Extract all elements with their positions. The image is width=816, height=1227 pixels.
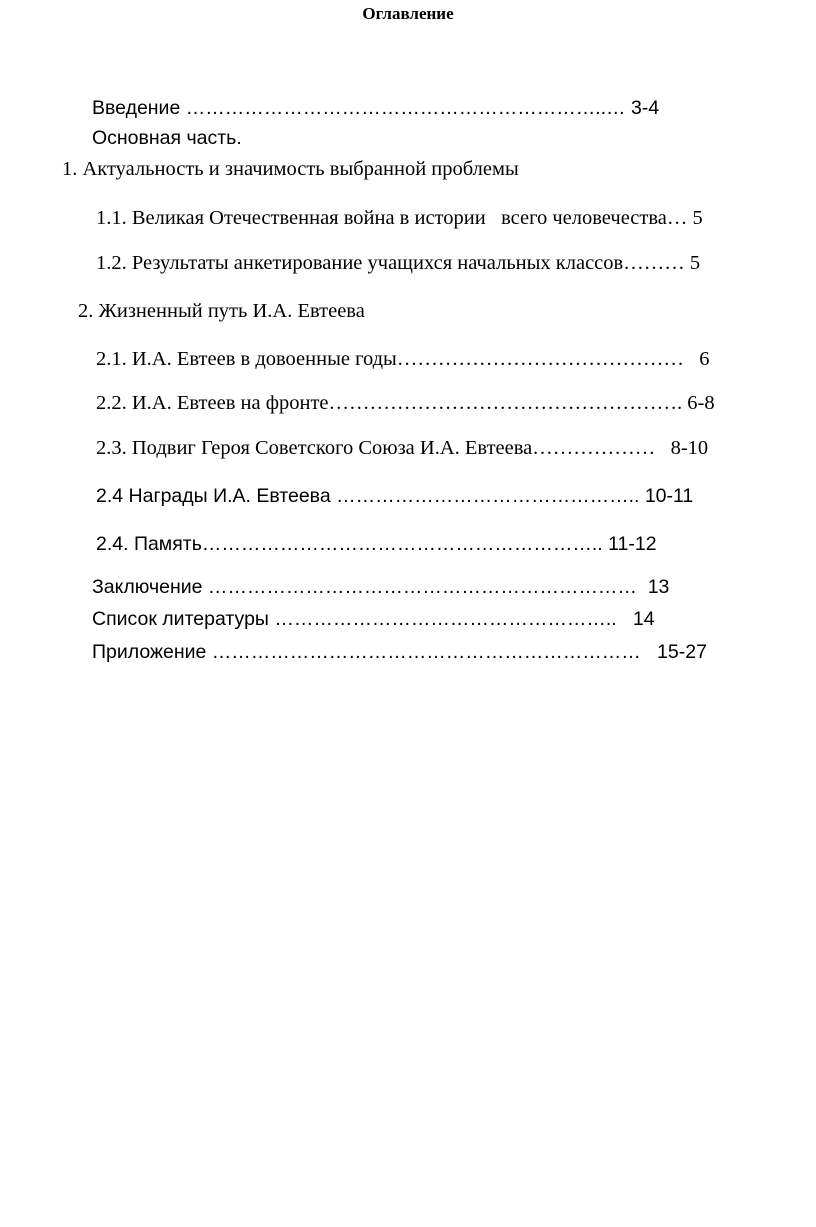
- toc-entry-2-4-awards: 2.4 Награды И.А. Евтеева ……………………………………….. 10-11: [96, 485, 694, 507]
- toc-entry-bibliography: Список литературы …………………………………………….. 14: [92, 608, 655, 630]
- toc-entry-1-1: 1.1. Великая Отечественная война в истории всего человечества… 5: [96, 207, 703, 229]
- document-title: Оглавление: [362, 4, 454, 23]
- toc-entry-section-1: 1. Актуальность и значимость выбранной проблемы: [62, 158, 519, 180]
- toc-entry-section-2: 2. Жизненный путь И.А. Евтеева: [78, 300, 365, 322]
- toc-entry-appendix: Приложение ………………………………………………………… 15-27: [92, 641, 707, 663]
- toc-entry-2-4-memory: 2.4. Память…………………………………………………….. 11-12: [96, 533, 657, 555]
- toc-entry-main-part: Основная часть.: [92, 127, 242, 149]
- toc-entry-2-1: 2.1. И.А. Евтеев в довоенные годы…………………………………… 6: [96, 348, 710, 370]
- toc-entry-2-3: 2.3. Подвиг Героя Советского Союза И.А. Евтеева……………… 8-10: [96, 437, 709, 459]
- toc-entry-introduction: Введение ………………………………………………………..… 3-4: [92, 97, 660, 119]
- toc-entry-2-2: 2.2. И.А. Евтеев на фронте……………………………………………. 6-8: [96, 392, 715, 414]
- toc-entry-1-2: 1.2. Результаты анкетирование учащихся начальных классов……… 5: [96, 252, 701, 274]
- toc-entry-conclusion: Заключение ………………………………………………………… 13: [92, 576, 670, 598]
